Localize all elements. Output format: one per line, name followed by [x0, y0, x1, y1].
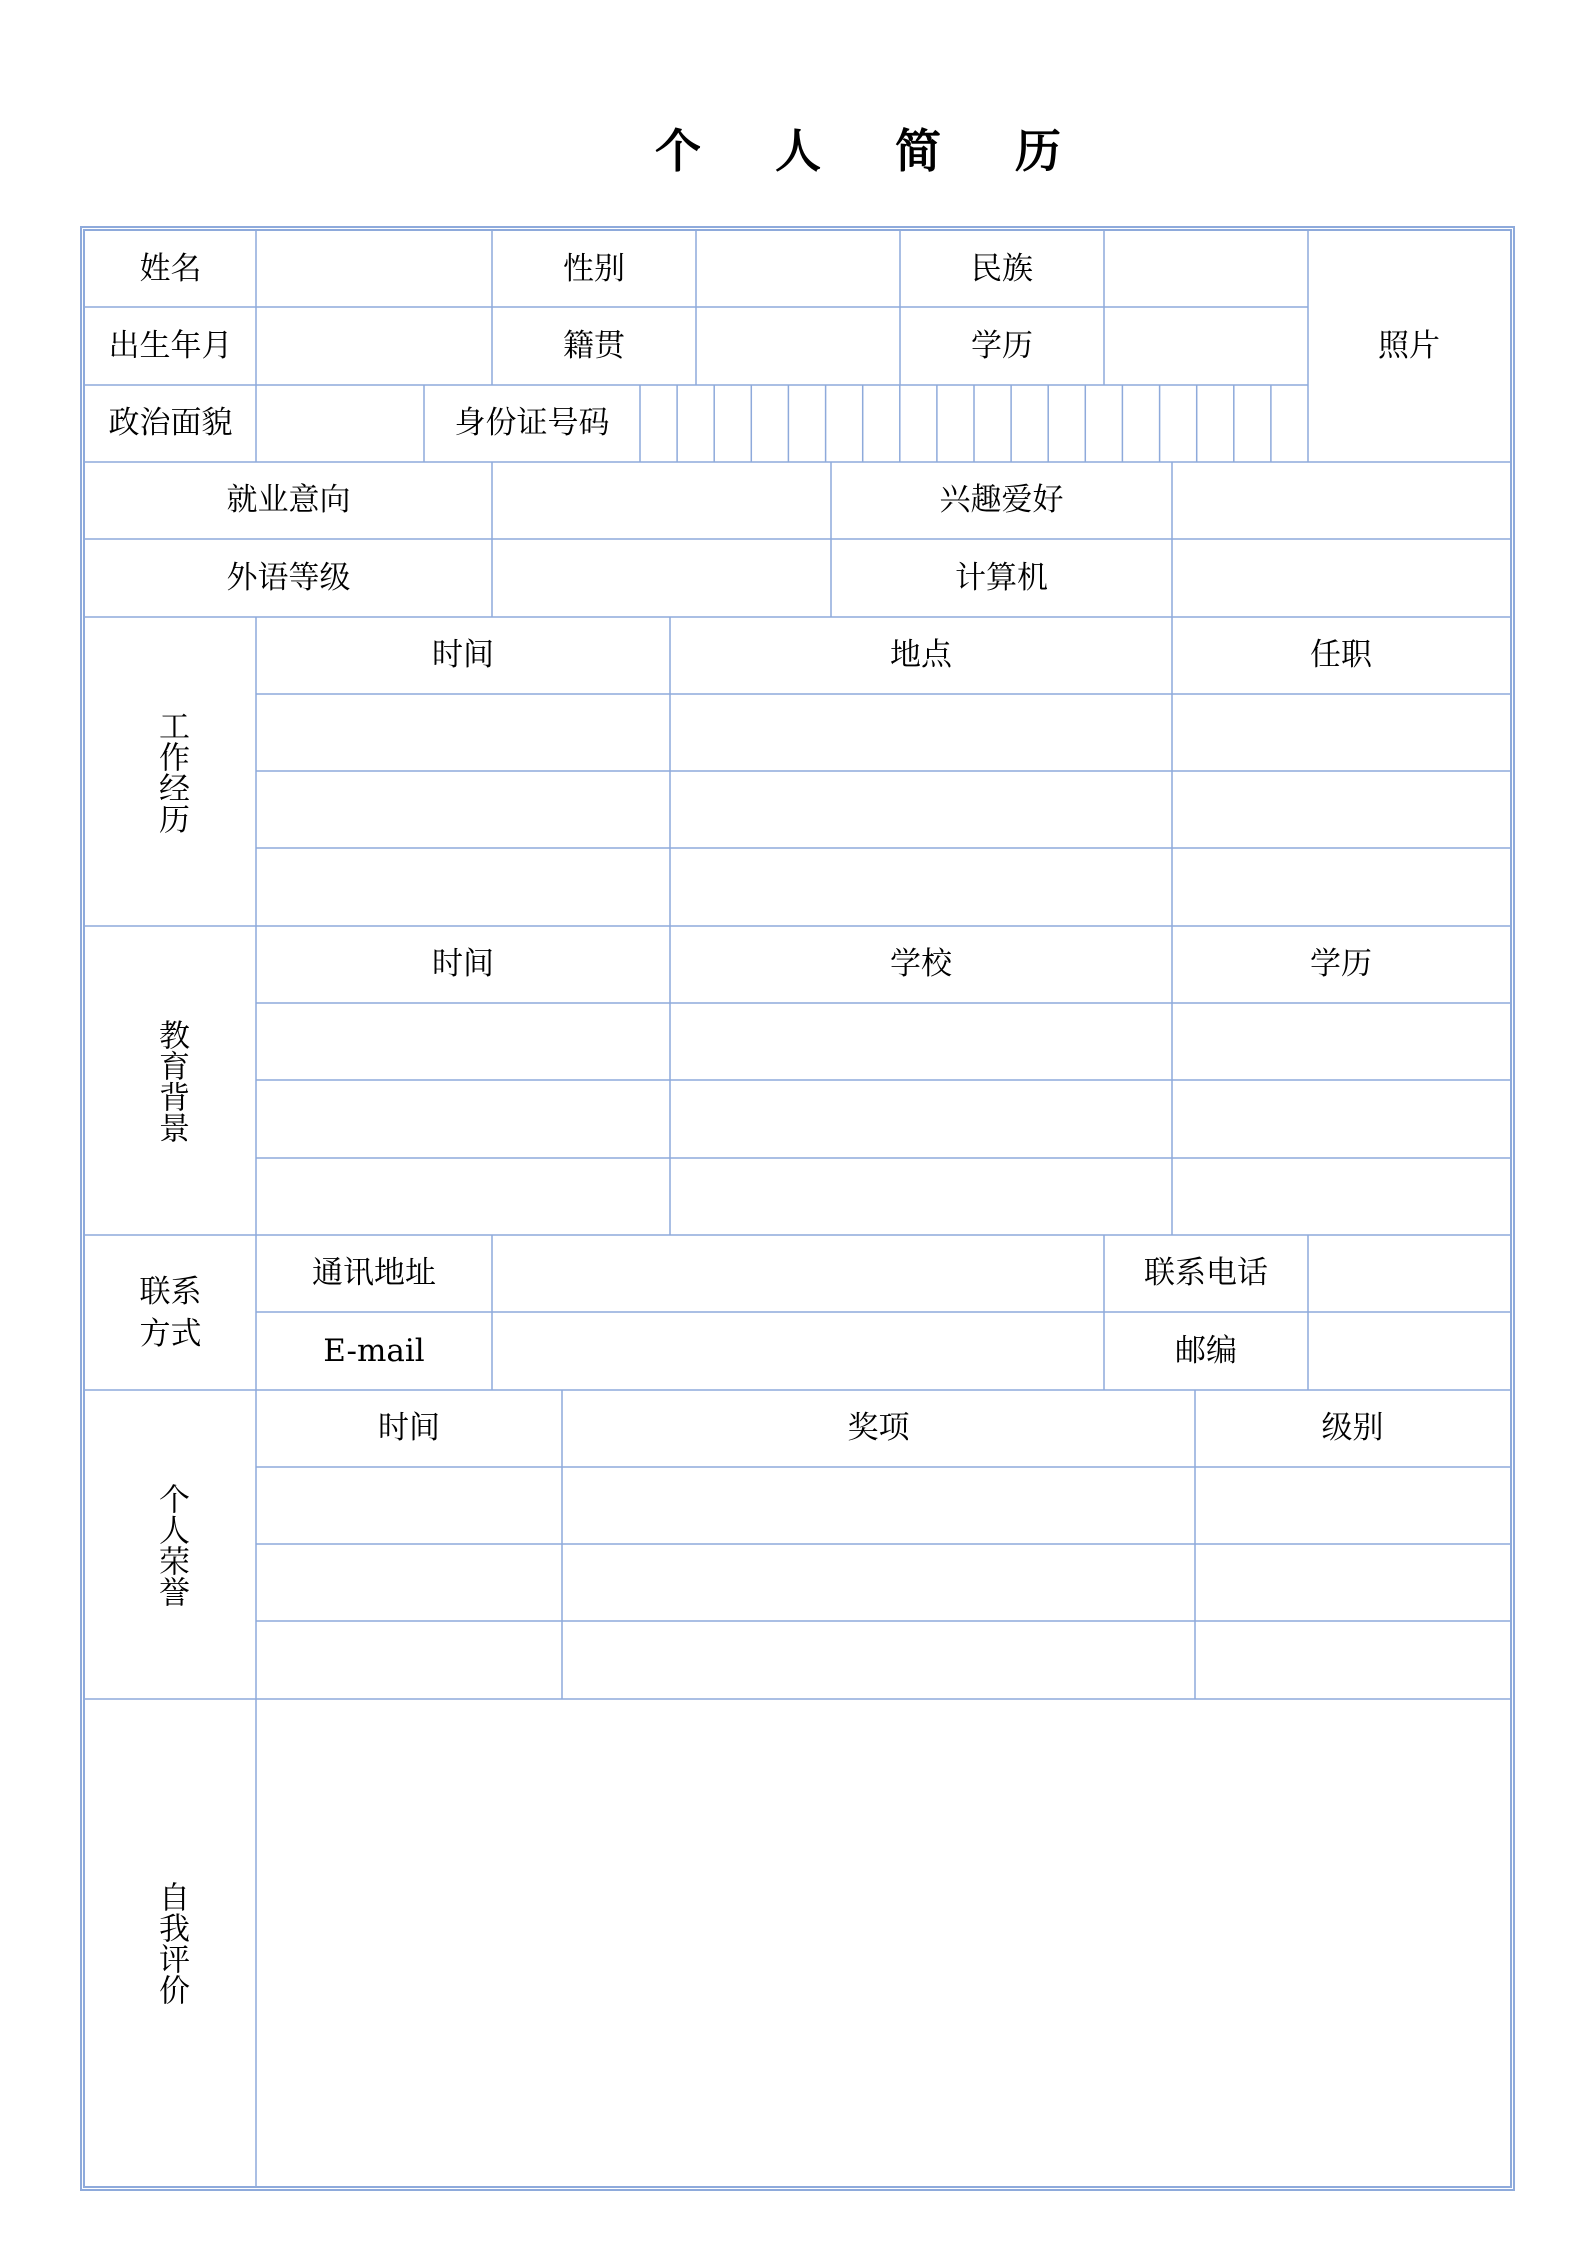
id-digit-cell — [640, 385, 677, 462]
postcode-label: 邮编 — [1175, 1332, 1237, 1369]
honors-section-label — [85, 1390, 256, 1699]
education-row — [256, 1080, 1510, 1158]
hobbies-value-cell — [1172, 462, 1510, 539]
education-time-cell — [256, 1158, 670, 1235]
gender-value-cell — [696, 231, 900, 307]
id-digit-cell — [826, 385, 863, 462]
phone-value-cell — [1308, 1235, 1510, 1312]
id-digit-cell — [677, 385, 714, 462]
political-status-value-cell — [256, 385, 424, 462]
work-place-header: 地点 — [890, 637, 952, 673]
education-school-cell — [670, 1003, 1172, 1080]
work-time-cell — [256, 848, 670, 926]
work-place-cell — [670, 848, 1172, 926]
political-status-label: 政治面貌 — [108, 405, 233, 441]
postcode-value-cell — [1308, 1312, 1510, 1390]
computer-label: 计算机 — [955, 559, 1048, 596]
self-evaluation-value-cell — [256, 1699, 1510, 2186]
work-experience-row — [256, 848, 1510, 926]
photo-cell: 照片 — [1378, 328, 1440, 364]
ethnicity-label: 民族 — [971, 250, 1033, 287]
education-time-header: 时间 — [432, 946, 494, 982]
id-digit-cell — [1160, 385, 1197, 462]
id-digit-cell — [937, 385, 974, 462]
education-school-cell — [670, 1080, 1172, 1158]
work-position-header: 任职 — [1310, 637, 1372, 673]
work-experience-header-row — [256, 617, 1510, 694]
education-time-cell — [256, 1080, 670, 1158]
honors-time-header: 时间 — [378, 1410, 440, 1446]
education-row — [256, 1003, 1510, 1080]
birth-date-label: 出生年月 — [108, 327, 233, 364]
work-position-cell — [1172, 771, 1510, 848]
honors-row — [256, 1467, 1510, 1544]
education-value-cell — [1104, 307, 1308, 385]
foreign-language-value-cell — [492, 539, 831, 617]
hobbies-label: 兴趣爱好 — [939, 482, 1064, 518]
id-digit-cell — [974, 385, 1011, 462]
work-position-cell — [1172, 848, 1510, 926]
page-title: 个 人 简 历 — [655, 124, 1062, 178]
id-digit-cell — [714, 385, 751, 462]
education-degree-cell — [1172, 1158, 1510, 1235]
education-school-cell — [670, 1158, 1172, 1235]
id-digit-cell — [863, 385, 900, 462]
work-position-cell — [1172, 694, 1510, 771]
id-digit-cell — [1048, 385, 1085, 462]
work-experience-row — [256, 694, 1510, 771]
education-school-header: 学校 — [890, 946, 952, 982]
name-value-cell — [256, 231, 492, 307]
id-digit-cell — [1011, 385, 1048, 462]
education-degree-header: 学历 — [1310, 946, 1372, 982]
education-header-row — [256, 926, 1510, 1003]
id-digit-cell — [1197, 385, 1234, 462]
computer-value-cell — [1172, 539, 1510, 617]
id-digit-cell — [1122, 385, 1159, 462]
work-place-cell — [670, 694, 1172, 771]
id-digit-cell — [1234, 385, 1271, 462]
ethnicity-value-cell — [1104, 231, 1308, 307]
honors-level-cell — [1195, 1467, 1510, 1544]
education-section-text: 教育背景 — [153, 1018, 189, 1143]
honors-time-cell — [256, 1544, 562, 1621]
email-label: E-mail — [323, 1332, 425, 1369]
work-experience-section-label — [85, 617, 256, 926]
foreign-language-label: 外语等级 — [226, 559, 351, 596]
honors-row — [256, 1621, 1510, 1699]
honors-row — [256, 1544, 1510, 1621]
id-digit-cell — [788, 385, 825, 462]
job-intention-label: 就业意向 — [226, 482, 351, 518]
honors-level-cell — [1195, 1621, 1510, 1699]
honors-time-cell — [256, 1621, 562, 1699]
honors-award-cell — [562, 1621, 1195, 1699]
gender-label: 性别 — [563, 250, 625, 287]
id-digit-cell — [1085, 385, 1122, 462]
native-place-label: 籍贯 — [563, 327, 625, 364]
honors-section-text: 个人荣誉 — [153, 1482, 189, 1607]
honors-level-header: 级别 — [1321, 1410, 1384, 1446]
id-digit-cell — [1271, 385, 1308, 462]
education-degree-cell — [1172, 1080, 1510, 1158]
address-value-cell — [492, 1235, 1104, 1312]
contact-section-text: 联系方式 — [139, 1273, 202, 1352]
education-label: 学历 — [971, 327, 1033, 364]
honors-award-cell — [562, 1467, 1195, 1544]
contact-section-label — [85, 1235, 256, 1390]
id-digit-cell — [751, 385, 788, 462]
honors-award-cell — [562, 1544, 1195, 1621]
address-label: 通讯地址 — [312, 1255, 436, 1291]
phone-label: 联系电话 — [1144, 1255, 1268, 1291]
honors-level-cell — [1195, 1544, 1510, 1621]
native-place-value-cell — [696, 307, 900, 385]
education-time-cell — [256, 1003, 670, 1080]
name-label: 姓名 — [139, 250, 202, 287]
honors-time-cell — [256, 1467, 562, 1544]
work-time-cell — [256, 694, 670, 771]
email-value-cell — [492, 1312, 1104, 1390]
work-time-cell — [256, 771, 670, 848]
education-section-label — [85, 926, 256, 1235]
work-experience-row — [256, 771, 1510, 848]
self-evaluation-section-label — [85, 1699, 256, 2186]
self-evaluation-section-text: 自我评价 — [153, 1880, 189, 2005]
honors-award-header: 奖项 — [847, 1410, 910, 1446]
id-number-label: 身份证号码 — [454, 405, 610, 441]
honors-header-row — [256, 1390, 1510, 1467]
birth-date-value-cell — [256, 307, 492, 385]
education-degree-cell — [1172, 1003, 1510, 1080]
id-number-digit-cells — [640, 385, 1308, 462]
work-experience-section-text: 工作经历 — [153, 709, 189, 834]
education-row — [256, 1158, 1510, 1235]
work-time-header: 时间 — [432, 637, 494, 673]
work-place-cell — [670, 771, 1172, 848]
job-intention-value-cell — [492, 462, 831, 539]
id-digit-cell — [900, 385, 937, 462]
